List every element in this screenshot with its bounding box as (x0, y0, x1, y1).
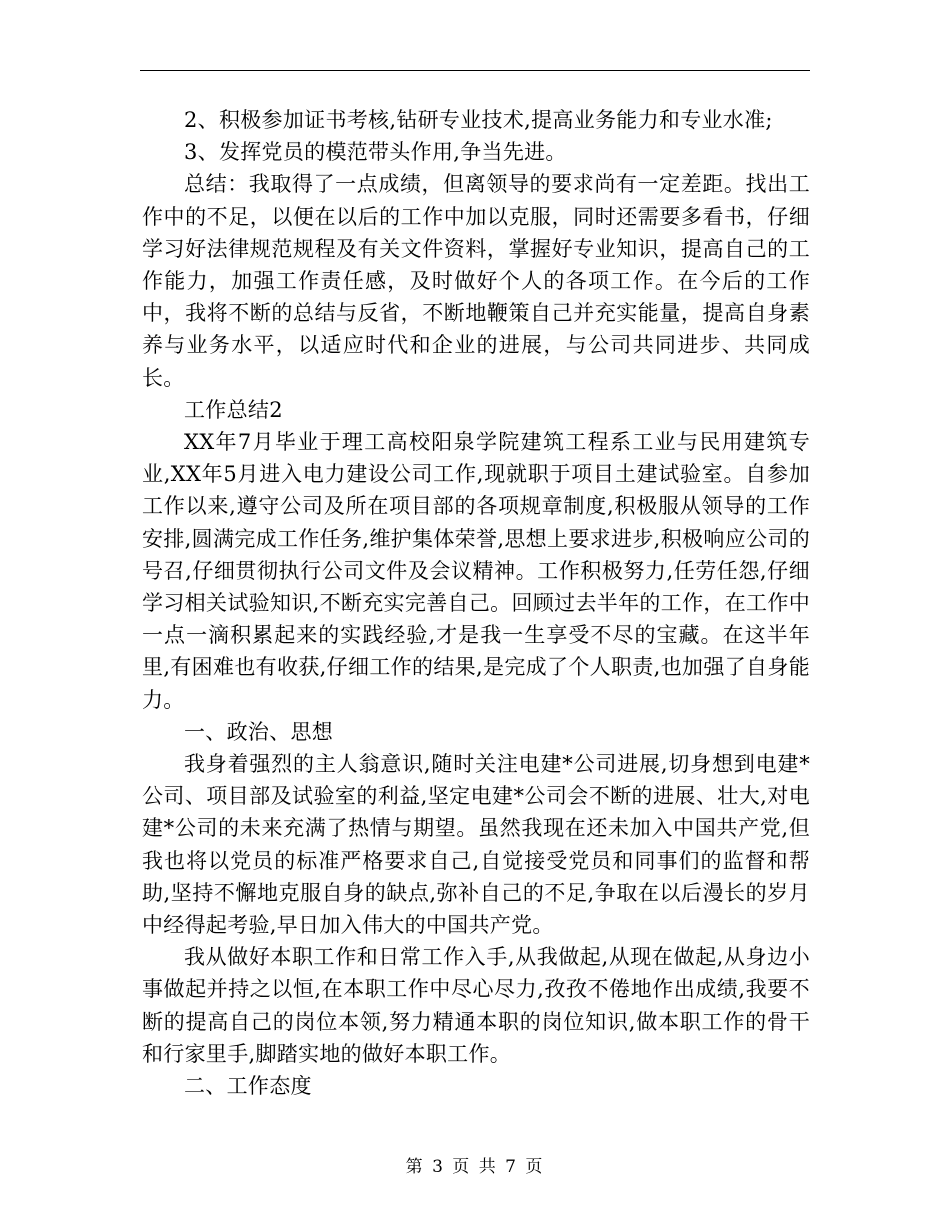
paragraph-item-3: 3、发挥党员的模范带头作用,争当先进。 (184, 140, 567, 165)
politics-paragraph: 我身着强烈的主人翁意识,随时关注电建*公司进展,切身想到电建*公司、项目部及试验室的利益,坚定电建*公司会不断的进展、壮大,对电建*公司的未来充满了热情与期望。虽然我现在还未加入中国共产党,但我也将以党员的标准严格要求自己,自觉接受党员和同事们的监督和帮助,坚持不懈地克服自身的缺点,弥补自己的不足,争取在以后漫长的岁月中经得起考验,早日加入伟大的中国共产党。 (142, 752, 810, 938)
header-rule (140, 70, 810, 71)
section-title-work-summary-2: 工作总结2 (184, 397, 283, 422)
duty-paragraph: 我从做好本职工作和日常工作入手,从我做起,从现在做起,从身边小事做起并持之以恒,在本职工作中尽心尽力,孜孜不倦地作出成绩,我要不断的提高自己的岗位本领,努力精通本职的岗位知识,做本职工作的骨干和行家里手,脚踏实地的做好本职工作。 (142, 945, 810, 1066)
summary-paragraph: 总结：我取得了一点成绩，但离领导的要求尚有一定差距。找出工作中的不足，以便在以后的工作中加以克服，同时还需要多看书，仔细学习好法律规范规程及有关文件资料，掌握好专业知识，提高自己的工作能力，加强工作责任感，及时做好个人的各项工作。在今后的工作中，我将不断的总结与反省，不断地鞭策自己并充实能量，提高自身素养与业务水平，以适应时代和企业的进展，与公司共同进步、共同成长。 (142, 172, 810, 390)
page-number: 第 3 页 共 7 页 (405, 1157, 545, 1177)
intro-paragraph: XX年7月毕业于理工高校阳泉学院建筑工程系工业与民用建筑专业,XX年5月进入电力建设公司工作,现就职于项目土建试验室。自参加工作以来,遵守公司及所在项目部的各项规章制度,积极服从领导的工作安排,圆满完成工作任务,维护集体荣誉,思想上要求进步,积极响应公司的号召,仔细贯彻执行公司文件及会议精神。工作积极努力,任劳任怨,仔细学习相关试验知识,不断充实完善自己。回顾过去半年的工作，在工作中一点一滴积累起来的实践经验,才是我一生享受不尽的宝藏。在这半年里,有困难也有收获,仔细工作的结果,是完成了个人职责,也加强了自身能力。 (142, 430, 810, 712)
paragraph-item-2: 2、积极参加证书考核,钻研专业技术,提高业务能力和专业水准; (184, 108, 773, 132)
heading-politics-thought: 一、政治、思想 (184, 719, 334, 744)
document-body (142, 104, 810, 1102)
heading-work-attitude: 二、工作态度 (184, 1074, 312, 1099)
